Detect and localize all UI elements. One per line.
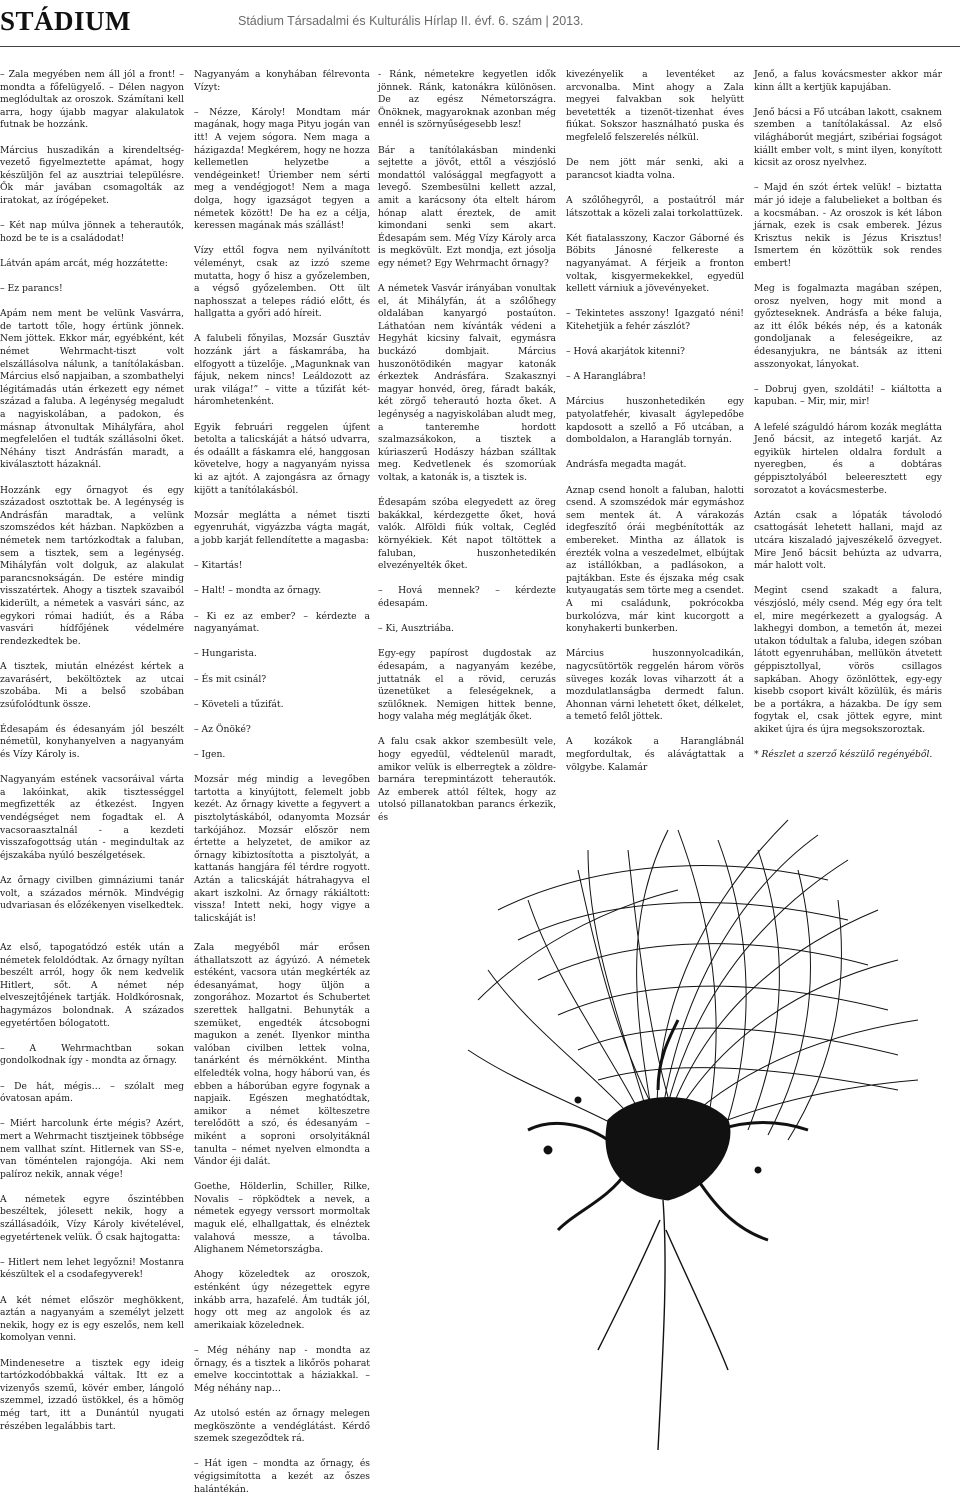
feather-ink-illustration xyxy=(378,790,960,1461)
paragraph: Aztán csak a lópaták távolodó csattogását lehetett hallani, majd az utcára kiszaladó jajveszékelő özvegyet. Mire Jenő bácsit behúzta az udvarra, már halott volt. xyxy=(754,509,942,572)
paragraph: Nagyanyám a konyhában félrevonta Vízyt: xyxy=(194,69,370,93)
paragraph: – De hát, mégis… – szólalt meg óvatosan apám. xyxy=(0,1080,184,1105)
header-rule xyxy=(0,46,960,47)
paragraph: – Ez parancs! xyxy=(0,283,63,295)
text-column-6 xyxy=(0,942,184,1446)
paragraph: – Nézze, Károly! Mondtam már magának, hogy maga Pityu jogán van itt! A vejem sógora. Nem maga a házigazda! Megkérem, hogy ne hozza kellemetlen helyzetbe a vendégeinket! Úriember nem sérti meg a vendégjogot! Nem a maga dolga, hogy igazságot tegyen a németek között! De ha ez a célja, keressen magának más szállást! xyxy=(194,106,370,232)
paragraph: kivezényelik a leventéket az arcvonalba. Mint ahogy a Zala megyei falvakban sok helyütt bevetették a tizenöt-tizenhat éves fiúkat. Sokszor használható puska és megfelelő felszerelés nélkül. xyxy=(566,69,744,143)
paragraph: – Hová akarjátok kitenni? xyxy=(566,346,685,358)
paragraph: – Halt! – mondta az őrnagy. xyxy=(194,585,322,597)
paragraph: – Hová mennek? – kérdezte édesapám. xyxy=(378,585,556,609)
paragraph: A két német először meghökkent, aztán a nagyanyám a személyt jelzett nekik, hogy ez is egy eszelős, nem kell komolyan venni. xyxy=(0,1294,184,1344)
paragraph: – Zala megyében nem áll jól a front! – mondta a főfelügyelő. – Délen nagyon meglódultak az oroszok. Számítani kell arra, hogy újabb magyar alakulatok futnak be hozzánk. xyxy=(0,69,184,131)
paragraph: A szőlőhegyről, a postaútról már látszottak a közeli zalai torkolattüzek. xyxy=(566,194,744,219)
paragraph: Mozsár még mindig a levegőben tartotta a kinyújtott, felemelt jobb kezét. Az őrnagy kivette a fegyvert a pisztolytáskából, odanyomta Mozsár tarkójához. Mozsár először nem értette a helyzetet, de amikor az őrnagy kibiztosította a pisztolyát, a kattanás hangjára fél térdre rogyott. Aztán a talicskáját hátrahagyva el akart iszkolni. Az őrnagy rákiáltott: vissza! Intett neki, hogy vigye a talicskáját is! xyxy=(194,774,370,924)
paragraph: – Hungarista. xyxy=(194,648,257,660)
paragraph: Meg is fogalmazta magában szépen, orosz nyelven, hogy mit mond a győzteseknek. Andrásfa a béke faluja, az itt élők békés nép, és a katonák gondoljanak a feleségeikre, az édesanyjukra, ne bántsák az itteni asszonyokat, lányokat. xyxy=(754,283,942,370)
page-header xyxy=(0,0,960,50)
paragraph: Mindenesetre a tisztek egy ideig tartózkodóbbakká váltak. Itt ez a vizenyős szemű, kövér ember, lángoló szemmel, izzadó üstökkel, és a hömög még tart, itt a Dunántúl nyugati részében legalábbis tart. xyxy=(0,1357,184,1432)
paragraph: – Még néhány nap - mondta az őrnagy, és a tisztek a likőrös poharat emelve koccintottak a háziakkal. – Még néhány nap… xyxy=(194,1345,370,1394)
paragraph: – Dobruj gyen, szoldáti! – kiáltotta a kapuban. – Mir, mir, mir! xyxy=(754,383,942,408)
text-column-4 xyxy=(566,69,744,787)
paragraph: – Hát igen – mondta az őrnagy, és végigsimította a kezét az őszes halántékán. xyxy=(194,1458,370,1495)
paragraph: Zala megyéből már erősen áthallatszott az ágyúzó. A németek estéként, vacsora után megkérték az édesanyámat, hogy üljön a zongorához. Mozartot és Schubertet szerettek hallgatni. Behunyták a szemüket, engedték átcsobogni magukon a zenét. Ilyenkor mintha valóban civilben lettek volna, tanárként és mérnökként. Mintha elfeledték volna, hogy háború van, és ebben a háborúban egyre fogynak a napjaik. Egészen meghatódtak, amikor a német költeszetre terelődött a szó, és édesanyám – miként a soproni orsolyitáknál tanulta – német nyelven elmondta a Vándor éji dalát. xyxy=(194,942,370,1168)
paragraph: Jenő bácsi a Fő utcában lakott, csaknem szemben a tanítólakással. Az első világháborút megjárt, szibériai fogságot kiállt ember volt, s mint ilyen, konyított kicsit az orosz nyelvhez. xyxy=(754,106,942,169)
paragraph: Március huszadikán a kirendeltség-vezető figyelmeztette apámat, hogy készüljön fel az ausztriai településre. Ők már javában csomagolták az iratokat, az írógépeket. xyxy=(0,144,184,206)
paragraph: – Miért harcolunk érte mégis? Azért, mert a Wehrmacht tisztjeinek többsége nem vallhat színt. Hitlernek van SS-e, van töméntelen rajongója. Aki nem palíroz nekik, annak vége! xyxy=(0,1118,184,1180)
text-column-2 xyxy=(194,69,370,938)
paragraph: A kozákok a Haranglábnál megfordultak, és alávágtattak a völgybe. Kalamár xyxy=(566,736,744,773)
paragraph: – És mit csinál? xyxy=(194,673,267,685)
paragraph: – Az Önöké? xyxy=(194,723,251,735)
paragraph: Andrásfa megadta magát. xyxy=(566,459,687,471)
masthead: STÁDIUM xyxy=(0,6,132,36)
paragraph: Megint csend szakadt a falura, vészjósló, mély csend. Még egy óra telt el, mire megérkezett a gyalogság. A lakhegyi dombon, a temetőn át, mezei utakon tódultak a faluba, idegen szóban látott egyenruhában, mellükön átvetett géppisztollyal, vörös csillagos sapkában. Ahogy özönlöttek, egy-egy kisebb csoport kivált közülük, és máris be a portákra, a házakba. De így sem fogytak el, csak jöttek egyre, mint akiket újra és újra megsokszoroztak. xyxy=(754,585,942,735)
paragraph: Jenő, a falus kovácsmester akkor már kinn állt a kertjük kapujában. xyxy=(754,69,942,93)
paragraph: Március huszonhetedikén egy patyolatfehér, kivasalt ágylepedőbe kapdosott a szellő a Fő utcában, a domboldalon, a Harangláb tornyán. xyxy=(566,396,744,446)
paragraph: Nagyanyám estének vacsoráival várta a lakóinkat, akik tisztességgel megfizették az étkezést. Ingyen vendégséget nem fogadtak el. A vacsoraasztalnál - a kezdeti visszafogottság után - megindultak az éjszakába nyúló beszélgetések. xyxy=(0,774,184,861)
paragraph: A tisztek, miután elnézést kértek a zavarásért, beköltöztek az utcai szobába. Mi a belső szobában zsúfolódtunk össze. xyxy=(0,660,184,710)
paragraph: Édesapám és édesanyám jól beszélt németül, konyhanyelven a nagyanyám és Vízy Károly is. xyxy=(0,723,184,761)
paragraph: – Kitartás! xyxy=(194,560,243,572)
paragraph: Ahogy közeledtek az oroszok, esténként úgy nézegettek egyre inkább arra, hazafelé. Ám tudták jól, hogy ott meg az angolok és az amerikaiak közelednek. xyxy=(194,1269,370,1331)
paragraph: De nem jött már senki, aki a parancsot kiadta volna. xyxy=(566,157,744,181)
paragraph: – Ki ez az ember? – kérdezte a nagyanyámat. xyxy=(194,610,370,635)
paragraph: Bár a tanítólakásban mindenki sejtette a jövőt, ettől a vészjósló mondattól valósággal megfagyott a levegő. Szembesülni kellett azzal, amit a karácsony óta eltelt három hónap alatt éreztek, de amit kimondani senki sem akart. Édesapám sem. Még Vízy Károly arca is megkövült. Ezt mondja, ezt jósolja egy német? Egy Wehrmacht őrnagy? xyxy=(378,144,556,269)
paragraph: Március huszonnyolcadikán, nagycsütörtök reggelén három vörös süveges kozák lovas viharzott át a mozdulatlanságba dermedt falun. Ahonnan várni lehetett őket, délkelet, a temető felől jöttek. xyxy=(566,648,744,723)
author-note: * Részlet a szerző készülő regényéből. xyxy=(754,749,933,761)
paragraph: – Majd én szót értek velük! – biztatta már jó ideje a falubelieket a boltban és a kocsmában. - Az oroszok is két lábon járnak, ezek is csak emberek. Jézus Krisztus nekik is Jézus Krisztus! Ismertem én közöttük sok rendes embert! xyxy=(754,182,942,269)
paragraph: A németek egyre őszintébben beszéltek, jólesett nekik, hogy a szállásadóik, Vízy Károly kivételével, egyetértenek velük. Ő csak hajtogatta: xyxy=(0,1193,184,1243)
paragraph: Apám nem ment be velünk Vasvárra, de tartott tőle, hogy értünk jönnek. Nem jöttek. Ekkor már, egyébként, két német Wehrmacht-tiszt volt elszállásolva nálunk, a tanítólakásban. Március első napjaiban, a szombathelyi légitámadás után érkezett egy német század a faluba. A legénység megaludt a nagyiskolában, a padokon, és másnap átvonultak Mihályfára, ahol megfelelően el tudták szállásolni őket. Néhány tiszt Andrásfán maradt, a kiválasztott házaknál. xyxy=(0,308,184,471)
text-column-1 xyxy=(0,69,184,925)
paragraph: A falu csak akkor szembesült vele, hogy egyedül, védtelenül maradt, amikor velük is elberregtek a zöldre-barnára terepmintázott teherautók. Az emberek attól féltek, hogy az utolsó pillanatokban parancs érkezik, és xyxy=(378,736,556,824)
paragraph: - Ránk, németekre kegyetlen idők jönnek. Ránk, katonákra különösen. De az egész Németországra. Önöknek, magyaroknak azonban még ennél is szörnyűségesebb lesz! xyxy=(378,69,556,131)
paragraph: A lefelé száguldó három kozák meglátta Jenő bácsit, az integető karját. Az egyikük hirtelen oldalra fordult a nyeregben, és a dobtáras géppisztolyából beleeresztett egy sorozatot a kovácsmesterbe. xyxy=(754,421,942,496)
paragraph: A németek Vasvár irányában vonultak el, át Mihályfán, át a szőlőhegy oldalában kanyargó postaúton. Láthatóan nem kívánták védeni a Hegyhát kicsiny falvait, egymásra buckázó dombjait. Március huszonötödikén magyar katonák érkeztek Andrásfára. Szakasznyi magyar honvéd, öreg, fáradt bakák, két zörgő teherautó hozta őket. A legénység a nagyiskolában aludt meg, a tanteremhe hordott szalmazsákokon, a tisztek a kúriaszerű Hodászy házban szálltak meg. Kedvetlenek és szomorúak voltak, a katonák is, a tisztek is. xyxy=(378,283,556,483)
paragraph: Egy-egy papírost dugdostak az édesapám, a nagyanyám kezébe, juttatnák el a rövid, ceruzás üzenetüket a feleségeknek, a szülőknek. Nemigen hittek benne, hogy valaha még meglátják őket. xyxy=(378,648,556,723)
paragraph: Egyik februári reggelen újfent betolta a talicskáját a hátsó udvarra, és odaállt a fáskamra elé, hanggosan követelve, hogy a nagyanyám nyissa ki az ajtót. A zajongásra az őrnagy kijött a tanítólakásból. xyxy=(194,421,370,496)
text-column-7 xyxy=(194,942,370,1509)
paragraph: – A Wehrmachtban sokan gondolkodnak így - mondta az őrnagy. xyxy=(0,1042,184,1067)
paragraph: Vízy ettől fogva nem nyilvánított véleményt, csak az izzó szeme mutatta, hogy ő hisz a győzelemben, a végső győzelemben. Ott ült naphosszat a telepes rádió előtt, és hallgatta a győri adó híreit. xyxy=(194,245,370,320)
paragraph: – Igen. xyxy=(194,749,226,761)
paragraph: – Tekintetes asszony! Igazgató néni! Kitehetjük a fehér zászlót? xyxy=(566,308,744,332)
paragraph: – Követeli a tűzifát. xyxy=(194,698,284,710)
paragraph: Az utolsó estén az őrnagy melegen megköszönte a vendéglátást. Kérdő szemek szegeződtek rá. xyxy=(194,1407,370,1445)
text-column-3 xyxy=(378,69,556,837)
paragraph: Aznap csend honolt a faluban, halotti csend. A szomszédok már egymáshoz sem mentek át. A várakozás idegfeszítő órái megbénították az embereket. Mintha az állatok is érezték volna a veszedelmet, elbújtak az istállókban, a padlásokon, a pajtákban. Este és éjszaka még csak kutyaugatás sem törte meg a csendet. A mi családunk, pokrócokba burkolózva, már kint kucorgott a konyhakerti bunkerben. xyxy=(566,484,744,635)
paragraph: Mozsár meglátta a német tiszti egyenruhát, vigyázzba vágta magát, a jobb karját fellendítette a magasba: xyxy=(194,509,370,546)
paragraph: A falubeli főnyilas, Mozsár Gusztáv hozzánk járt a fáskamrába, ha elfogyott a tüzelője. „Magunknak van fájuk, nekem nincs! Leáldozott az urak világa!” – vitte a tűzifát két-háromhetenként. xyxy=(194,333,370,408)
text-column-5 xyxy=(754,69,942,774)
paragraph: – Két nap múlva jönnek a teherautók, hozd be te is a családodat! xyxy=(0,220,184,244)
paragraph: Goethe, Hölderlin, Schiller, Rilke, Novalis – röpködtek a nevek, a németek egyegy verssort mormoltak maguk elé, elhallgattak, és elnéztek valahová messze, a távolba. Alighanem Németországba. xyxy=(194,1181,370,1256)
paragraph: – Ki, Ausztriába. xyxy=(378,623,455,635)
paragraph: Hozzánk egy őrnagyot és egy századost osztottak be. A legénység is Andrásfán maradtak, a velünk szomszédos két házban. Napközben a németek nem tartózkodtak a faluban, sem a tisztek, sem a legénység. Mihályfán volt dolguk, az alakulat parancsnokságán. De estére mindig visszatértek. Ahogy a tisztek szavaiból kiderült, a németek a vasvári sánc, az egykori római hadiút, és a Rába vasvári hídfőjének védelmére rendezkedtek be. xyxy=(0,484,184,647)
paragraph: Látván apám arcát, még hozzátette: xyxy=(0,257,168,269)
paragraph: – Hitlert nem lehet legyőzni! Mostanra készültek el a csodafegyverek! xyxy=(0,1256,184,1281)
issue-subtitle: Stádium Társadalmi és Kulturális Hírlap II. évf. 6. szám | 2013. xyxy=(238,14,584,28)
paragraph: Az őrnagy civilben gimnáziumi tanár volt, a százados mérnök. Mindvégig udvariasan és előzékenyen viselkedtek. xyxy=(0,875,184,912)
paragraph: Két fiatalasszony, Kaczor Gáborné és Böbits Jánosné felkereste a nagyanyámat. A férjeik a fronton voltak, kisgyermekekkel, egyedül kellett várniuk a jövevényeket. xyxy=(566,232,744,295)
paragraph: Az első, tapogatódzó esték után a németek feloldódtak. Az őrnagy nyíltan beszélt arról, hogy ők nem kedvelik Hitlert, sőt. A német nép elveszejtőjének tartják. Holdkórosnak, hagymázos bolondnak. A százados egyetértően bólogatott. xyxy=(0,942,184,1029)
paragraph: – A Haranglábra! xyxy=(566,371,647,383)
paragraph: Édesapám szóba elegyedett az öreg bakákkal, kérdezgette őket, hová valók. Alföldi fiúk voltak, Cegléd környékiek. Két napot töltöttek a faluban, huszonhetedikén elvezényelték őket. xyxy=(378,497,556,572)
